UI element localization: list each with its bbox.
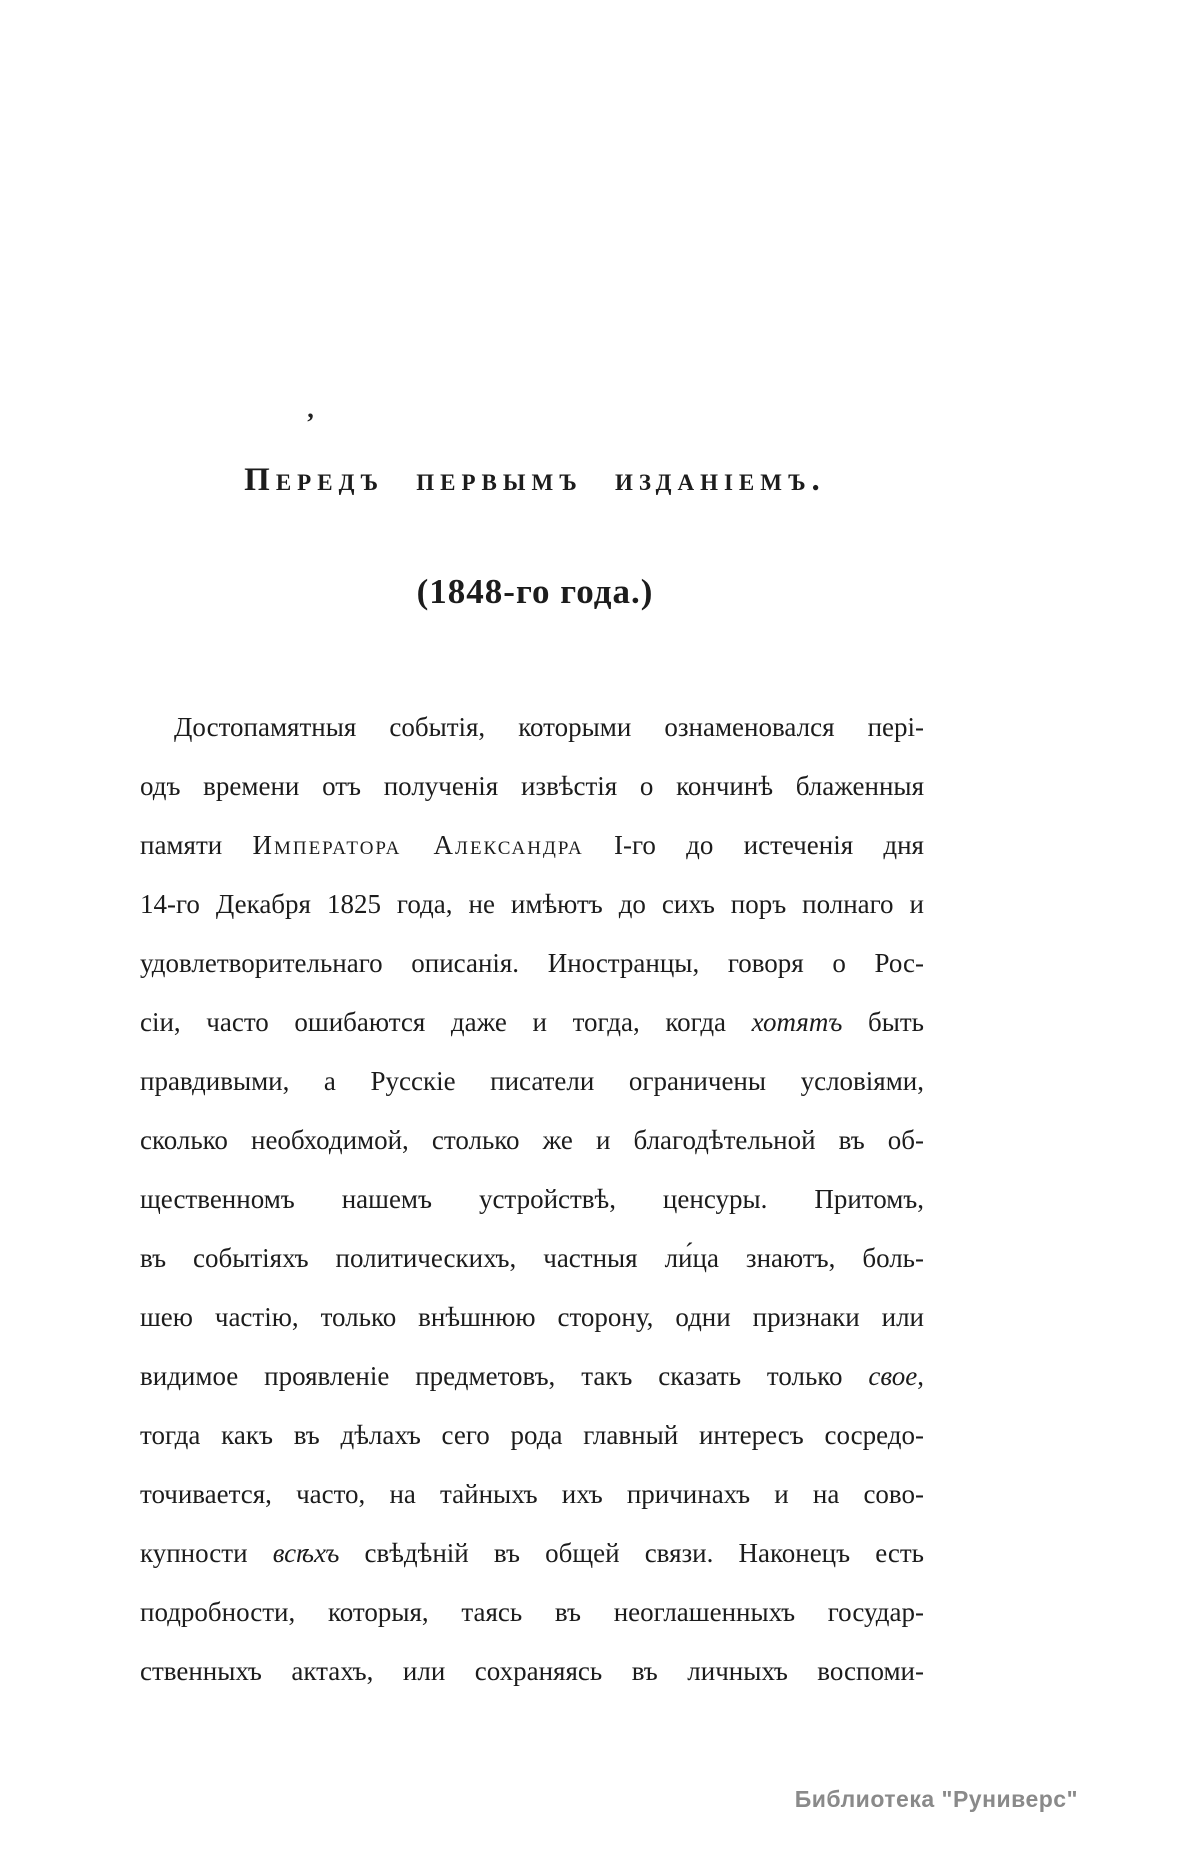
text-segment: точивается, часто, на тайныхъ ихъ причинахъ и на сово-	[140, 1479, 924, 1509]
text-line	[140, 1583, 924, 1642]
text-segment-smallcaps: Императора Александра	[252, 830, 584, 860]
text-segment: сіи, часто ошибаются даже и тогда, когда	[140, 1007, 752, 1037]
page-heading: Передъ первымъ изданіемъ.	[244, 462, 826, 498]
text-line	[140, 1642, 924, 1701]
paragraph	[140, 698, 924, 1701]
text-line	[140, 1465, 924, 1524]
text-line	[140, 1111, 924, 1170]
text-segment: купности	[140, 1538, 273, 1568]
text-line	[140, 1406, 924, 1465]
text-line	[140, 1170, 924, 1229]
text-segment-italic: свое	[868, 1361, 918, 1391]
text-line	[140, 1288, 924, 1347]
page-subtitle: (1848-го года.)	[416, 572, 654, 611]
text-segment: ственныхъ актахъ, или сохраняясь въ личныхъ воспоми-	[140, 1656, 924, 1686]
text-segment: шею частію, только внѣшнюю сторону, одни признаки или	[140, 1302, 924, 1332]
text-segment: Достопамятныя событія, которыми ознаменовался пері-	[174, 712, 924, 742]
ink-speck: ’	[306, 408, 315, 437]
text-segment: ,	[917, 1361, 924, 1391]
text-segment: правдивыми, а Русскіе писатели ограничены условіями,	[140, 1066, 924, 1096]
text-line	[140, 875, 924, 934]
text-segment-italic: хотятъ	[751, 1007, 843, 1037]
library-watermark: Библиотека "Руниверс"	[794, 1786, 1078, 1812]
text-segment: въ событіяхъ политическихъ, частныя ли́ца знаютъ, боль-	[140, 1243, 924, 1273]
text-line	[140, 1524, 924, 1583]
text-segment: свѣдѣній въ общей связи. Наконецъ есть	[339, 1538, 924, 1568]
text-line	[140, 1052, 924, 1111]
text-line	[140, 698, 924, 757]
text-line	[140, 757, 924, 816]
text-line	[140, 1229, 924, 1288]
text-segment: щественномъ нашемъ устройствѣ, ценсуры. Притомъ,	[140, 1184, 924, 1214]
text-line	[140, 934, 924, 993]
text-segment-italic: всѣхъ	[272, 1538, 340, 1568]
text-line	[140, 816, 924, 875]
text-line	[140, 1347, 924, 1406]
text-segment: сколько необходимой, столько же и благодѣтельной въ об-	[140, 1125, 924, 1155]
text-segment: быть	[842, 1007, 924, 1037]
text-segment: удовлетворительнаго описанія. Иностранцы, говоря о Рос-	[140, 948, 924, 978]
text-segment: 14-го Декабря 1825 года, не имѣютъ до сихъ поръ полнаго и	[140, 889, 924, 919]
text-segment: тогда какъ въ дѣлахъ сего рода главный интересъ сосредо-	[140, 1420, 924, 1450]
text-segment: одъ времени отъ полученія извѣстія о кончинѣ блаженныя	[140, 771, 924, 801]
text-line	[140, 993, 924, 1052]
text-segment: памяти	[140, 830, 253, 860]
text-segment: I-го до истеченія дня	[583, 830, 924, 860]
text-segment: видимое проявленіе предметовъ, такъ сказать только	[140, 1361, 869, 1391]
text-segment: подробности, которыя, таясь въ неоглашенныхъ государ-	[140, 1597, 924, 1627]
